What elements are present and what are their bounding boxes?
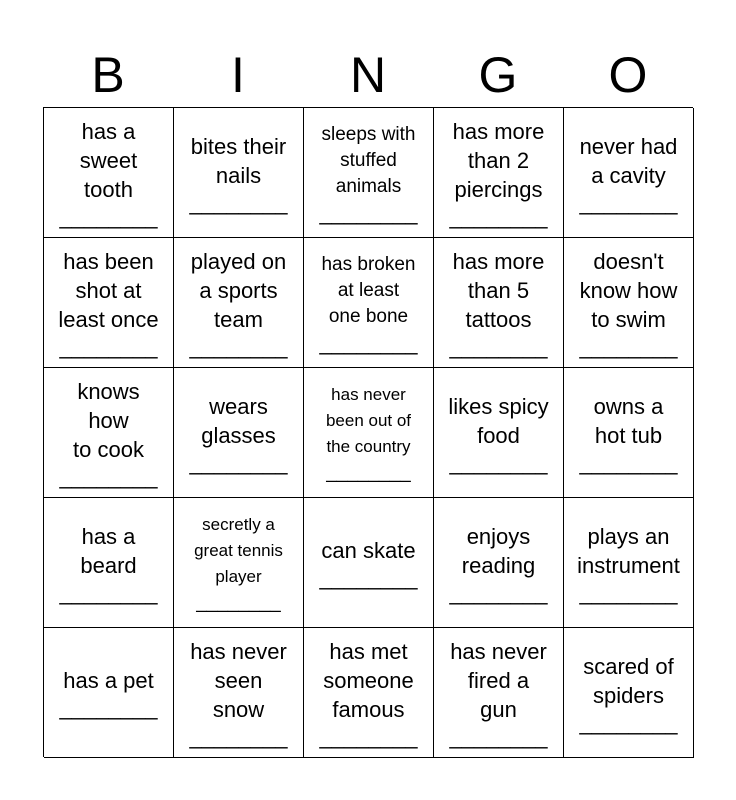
cell-prompt: has a sweet tooth: [79, 119, 138, 202]
signature-line: ________: [319, 724, 418, 749]
header-letter-n: N: [349, 47, 387, 103]
bingo-cell[interactable]: [174, 628, 304, 758]
signature-line: ________: [449, 204, 548, 229]
bingo-cell[interactable]: [44, 498, 174, 628]
header-letter-i: I: [231, 47, 245, 103]
bingo-grid: [43, 107, 693, 757]
cell-prompt: has a beard: [80, 523, 137, 578]
bingo-cell[interactable]: [434, 108, 564, 238]
signature-line: ________: [59, 579, 158, 605]
cell-prompt: likes spicy food: [448, 393, 549, 448]
bingo-cell[interactable]: [304, 368, 434, 498]
cell-prompt: owns a hot tub: [593, 393, 664, 448]
signature-line: ________: [59, 334, 158, 359]
bingo-cell[interactable]: [434, 238, 564, 368]
signature-line: ________: [189, 449, 288, 475]
cell-prompt: can skate: [321, 538, 416, 563]
bingo-cell[interactable]: [304, 238, 434, 368]
signature-line: ________: [449, 724, 548, 749]
cell-prompt: enjoys reading: [461, 523, 536, 578]
cell-prompt: scared of spiders: [583, 653, 674, 708]
signature-line: ________: [326, 461, 411, 483]
cell-prompt: secretly a great tennis player: [194, 514, 283, 586]
cell-prompt: has more than 5 tattoos: [452, 249, 545, 332]
signature-line: ________: [579, 579, 678, 605]
signature-line: ________: [579, 334, 678, 359]
bingo-cell[interactable]: [434, 498, 564, 628]
bingo-cell[interactable]: [564, 238, 694, 368]
signature-line: ________: [449, 334, 548, 359]
bingo-cell[interactable]: [564, 108, 694, 238]
cell-prompt: has broken at least one bone: [321, 253, 416, 327]
signature-line: ________: [579, 189, 678, 215]
bingo-cell[interactable]: [304, 628, 434, 758]
signature-line: ________: [579, 449, 678, 475]
bingo-cell[interactable]: [174, 238, 304, 368]
bingo-cell[interactable]: [434, 628, 564, 758]
signature-line: ________: [59, 695, 158, 720]
cell-prompt: wears glasses: [201, 393, 276, 448]
signature-line: ________: [59, 204, 158, 229]
cell-prompt: played on a sports team: [190, 249, 287, 332]
signature-line: ________: [449, 579, 548, 605]
cell-prompt: has been shot at least once: [58, 249, 159, 332]
bingo-cell[interactable]: [44, 108, 174, 238]
cell-prompt: has met someone famous: [323, 639, 414, 722]
cell-prompt: plays an instrument: [577, 523, 680, 578]
bingo-cell[interactable]: [564, 368, 694, 498]
bingo-cell[interactable]: [304, 108, 434, 238]
cell-prompt: has never seen snow: [190, 639, 287, 722]
header-letter-o: O: [608, 47, 648, 103]
cell-prompt: bites their nails: [190, 133, 287, 188]
cell-prompt: never had a cavity: [579, 133, 678, 188]
cell-prompt: knows how to cook: [73, 379, 144, 462]
cell-prompt: has a pet: [63, 668, 154, 693]
bingo-cell[interactable]: [434, 368, 564, 498]
signature-line: ________: [196, 591, 281, 613]
signature-line: ________: [189, 334, 288, 359]
cell-prompt: has never fired a gun: [450, 639, 547, 722]
header-letter-b: B: [91, 47, 125, 103]
bingo-cell[interactable]: [44, 238, 174, 368]
bingo-cell[interactable]: [174, 368, 304, 498]
header-letter-g: G: [478, 47, 518, 103]
signature-line: ________: [189, 189, 288, 215]
signature-line: ________: [319, 329, 418, 355]
signature-line: ________: [319, 199, 418, 225]
cell-prompt: doesn't know how to swim: [579, 249, 678, 332]
bingo-cell[interactable]: [44, 368, 174, 498]
bingo-cell[interactable]: [564, 628, 694, 758]
signature-line: ________: [189, 724, 288, 749]
cell-prompt: sleeps with stuffed animals: [321, 123, 416, 197]
signature-line: ________: [319, 565, 418, 590]
signature-line: ________: [59, 464, 158, 489]
signature-line: ________: [579, 709, 678, 735]
bingo-cell[interactable]: [44, 628, 174, 758]
bingo-cell[interactable]: [174, 108, 304, 238]
cell-prompt: has more than 2 piercings: [452, 119, 545, 202]
bingo-cell[interactable]: [304, 498, 434, 628]
cell-prompt: has never been out of the country: [325, 384, 412, 456]
signature-line: ________: [449, 449, 548, 475]
bingo-cell[interactable]: [564, 498, 694, 628]
bingo-header: [43, 42, 693, 108]
bingo-cell[interactable]: [174, 498, 304, 628]
